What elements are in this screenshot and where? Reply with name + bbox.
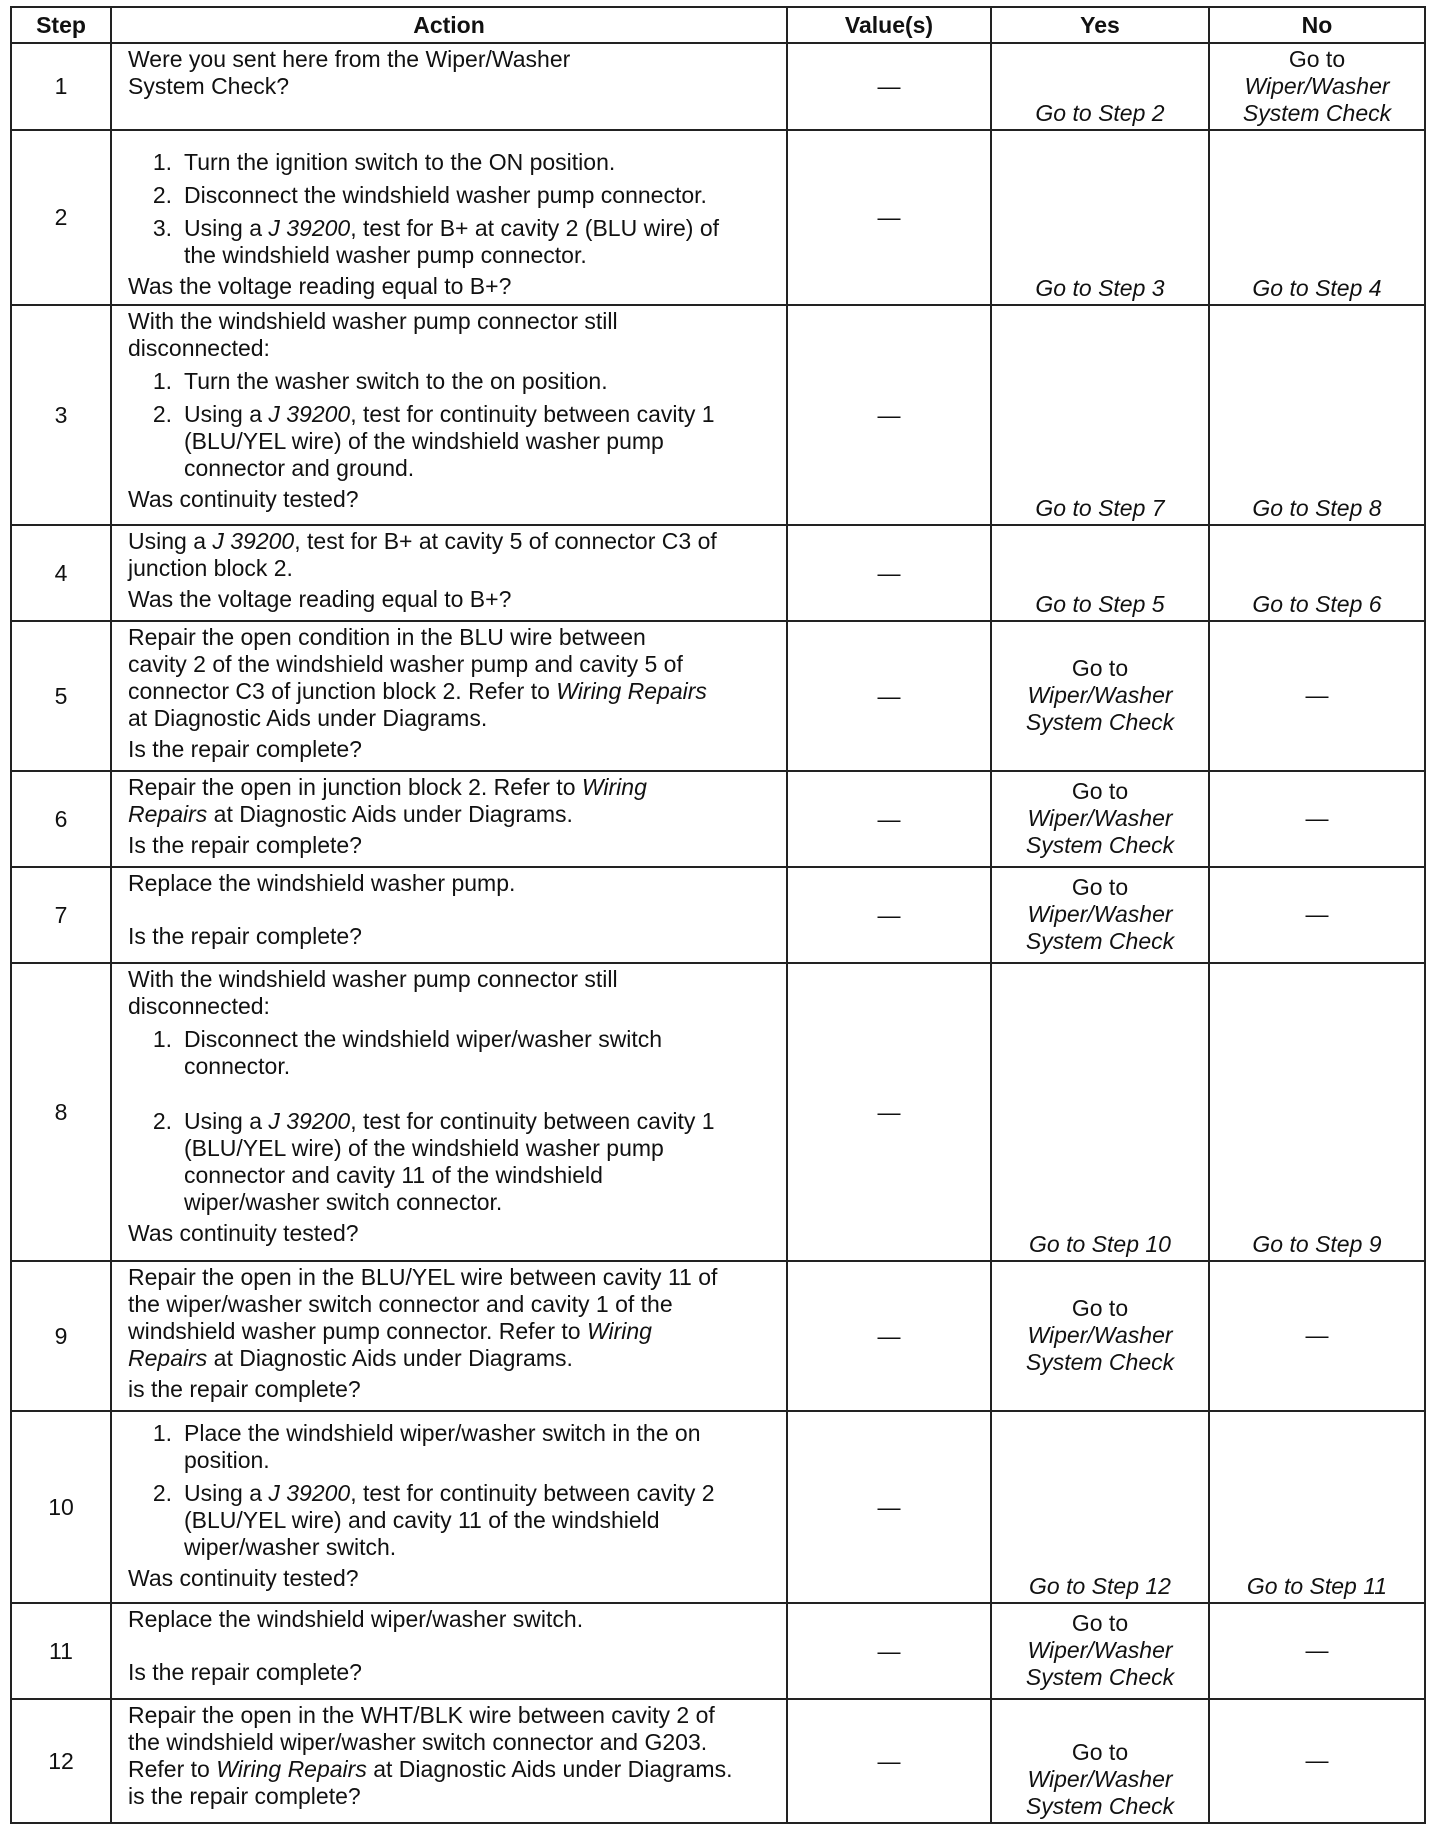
no-cell: — xyxy=(1209,1603,1425,1699)
value-cell: — xyxy=(787,525,991,621)
table-row xyxy=(11,1603,1425,1699)
table-row xyxy=(11,621,1425,771)
value-cell: — xyxy=(787,1603,991,1699)
step-number: 5 xyxy=(11,621,111,771)
header-step: Step xyxy=(11,7,111,43)
yes-cell: Go to Step 7 xyxy=(991,305,1209,525)
yes-cell: Go to Wiper/Washer System Check xyxy=(991,621,1209,771)
action-cell: Repair the open in the WHT/BLK wire between cavity 2 of the windshield wiper/washer switch connector and G203. Refer to Wiring Repairs at Diagnostic Aids under Diagrams. is the repair complete? xyxy=(111,1699,787,1823)
no-cell: — xyxy=(1209,1699,1425,1823)
action-cell: Repair the open in junction block 2. Refer to Wiring Repairs at Diagnostic Aids under Diagrams. Is the repair complete? xyxy=(111,771,787,867)
step-number: 12 xyxy=(11,1699,111,1823)
yes-cell: Go to Step 5 xyxy=(991,525,1209,621)
table-row xyxy=(11,305,1425,525)
no-cell: Go to Step 8 xyxy=(1209,305,1425,525)
action-text: System Check? xyxy=(128,73,290,99)
question: Is the repair complete? xyxy=(128,832,362,858)
question: Was the voltage reading equal to B+? xyxy=(128,586,512,612)
yes-cell: Go to Wiper/Washer System Check xyxy=(991,1261,1209,1411)
value-cell: — xyxy=(787,867,991,963)
table-row xyxy=(11,130,1425,305)
yes-cell: Go to Step 12 xyxy=(991,1411,1209,1603)
yes-cell: Go to Step 10 xyxy=(991,963,1209,1261)
no-cell: Go to Step 9 xyxy=(1209,963,1425,1261)
table-row xyxy=(11,963,1425,1261)
value-cell: — xyxy=(787,771,991,867)
step-number: 2 xyxy=(11,130,111,305)
question: Is the repair complete? xyxy=(128,923,362,949)
no-cell: Go to Wiper/Washer System Check xyxy=(1209,43,1425,130)
no-cell: — xyxy=(1209,1261,1425,1411)
step-number: 1 xyxy=(11,43,111,130)
value-cell: — xyxy=(787,621,991,771)
yes-cell: Go to Wiper/Washer System Check xyxy=(991,867,1209,963)
question: is the repair complete? xyxy=(128,1783,361,1809)
table-row xyxy=(11,867,1425,963)
value-cell: — xyxy=(787,1261,991,1411)
step-number: 8 xyxy=(11,963,111,1261)
yes-cell: Go to Wiper/Washer System Check xyxy=(991,1699,1209,1823)
step-number: 10 xyxy=(11,1411,111,1603)
action-cell: Repair the open condition in the BLU wire between cavity 2 of the windshield washer pump and cavity 5 of connector C3 of junction block 2. Refer to Wiring Repairs at Diagnostic Aids under Diagrams. Is the repair complete? xyxy=(111,621,787,771)
step-number: 9 xyxy=(11,1261,111,1411)
header-yes: Yes xyxy=(991,7,1209,43)
header-no: No xyxy=(1209,7,1425,43)
action-cell xyxy=(111,43,787,130)
value-cell: — xyxy=(787,130,991,305)
value-cell: — xyxy=(787,1411,991,1603)
step-number: 4 xyxy=(11,525,111,621)
table-row xyxy=(11,1411,1425,1603)
table-row xyxy=(11,525,1425,621)
header-values: Value(s) xyxy=(787,7,991,43)
action-cell: With the windshield washer pump connector still disconnected: 1. Turn the washer switch to the on position. 2. Using a J 39200, test for continuity between cavity 1 (BLU/YEL wire) of the windshield washer pump connector and ground. Was continuity tested? xyxy=(111,305,787,525)
value-cell: — xyxy=(787,43,991,130)
yes-cell: Go to Wiper/Washer System Check xyxy=(991,1603,1209,1699)
step-number: 11 xyxy=(11,1603,111,1699)
step-number: 7 xyxy=(11,867,111,963)
value-cell: — xyxy=(787,963,991,1261)
table-row xyxy=(11,43,1425,130)
question: Is the repair complete? xyxy=(128,1659,362,1685)
yes-cell: Go to Step 2 xyxy=(991,43,1209,130)
no-cell: — xyxy=(1209,867,1425,963)
diagnostic-table xyxy=(10,6,1426,1824)
question: Was continuity tested? xyxy=(128,1220,359,1246)
yes-cell: Go to Wiper/Washer System Check xyxy=(991,771,1209,867)
no-cell: Go to Step 11 xyxy=(1209,1411,1425,1603)
header-action: Action xyxy=(111,7,787,43)
no-cell: Go to Step 6 xyxy=(1209,525,1425,621)
question: Is the repair complete? xyxy=(128,736,362,762)
action-cell: With the windshield washer pump connector still disconnected: 1. Disconnect the windshield wiper/washer switch connector. 2. Using a J 39200, test for continuity between cavity 1 (BLU/YEL wire) of the windshield washer pump connector and cavity 11 of the windshield wiper/washer switch connector. Was continuity tested? xyxy=(111,963,787,1261)
question: Was the voltage reading equal to B+? xyxy=(128,273,512,299)
table-row xyxy=(11,1699,1425,1823)
action-cell: Using a J 39200, test for B+ at cavity 5 of connector C3 of junction block 2. Was the voltage reading equal to B+? xyxy=(111,525,787,621)
action-cell: Replace the windshield washer pump. Is the repair complete? xyxy=(111,867,787,963)
action-cell: Repair the open in the BLU/YEL wire between cavity 11 of the wiper/washer switch connector and cavity 1 of the windshield washer pump connector. Refer to Wiring Repairs at Diagnostic Aids under Diagrams. is the repair complete? xyxy=(111,1261,787,1411)
no-cell: Go to Step 4 xyxy=(1209,130,1425,305)
yes-cell: Go to Step 3 xyxy=(991,130,1209,305)
header-row xyxy=(11,7,1425,43)
question: is the repair complete? xyxy=(128,1376,361,1402)
step-number: 3 xyxy=(11,305,111,525)
question: Was continuity tested? xyxy=(128,1565,359,1591)
action-text: Were you sent here from the Wiper/Washer xyxy=(128,46,571,72)
step-number: 6 xyxy=(11,771,111,867)
value-cell: — xyxy=(787,1699,991,1823)
no-cell: — xyxy=(1209,621,1425,771)
action-cell: Replace the windshield wiper/washer switch. Is the repair complete? xyxy=(111,1603,787,1699)
question: Was continuity tested? xyxy=(128,486,359,512)
action-cell: 1. Turn the ignition switch to the ON position. 2. Disconnect the windshield washer pump connector. 3. Using a J 39200, test for B+ at cavity 2 (BLU wire) of the windshield washer pump connector. Was the voltage reading equal to B+? xyxy=(111,130,787,305)
action-cell: 1. Place the windshield wiper/washer switch in the on position. 2. Using a J 39200, test for continuity between cavity 2 (BLU/YEL wire) and cavity 11 of the windshield wiper/washer switch. Was continuity tested? xyxy=(111,1411,787,1603)
table-row xyxy=(11,771,1425,867)
table-row xyxy=(11,1261,1425,1411)
value-cell: — xyxy=(787,305,991,525)
no-cell: — xyxy=(1209,771,1425,867)
